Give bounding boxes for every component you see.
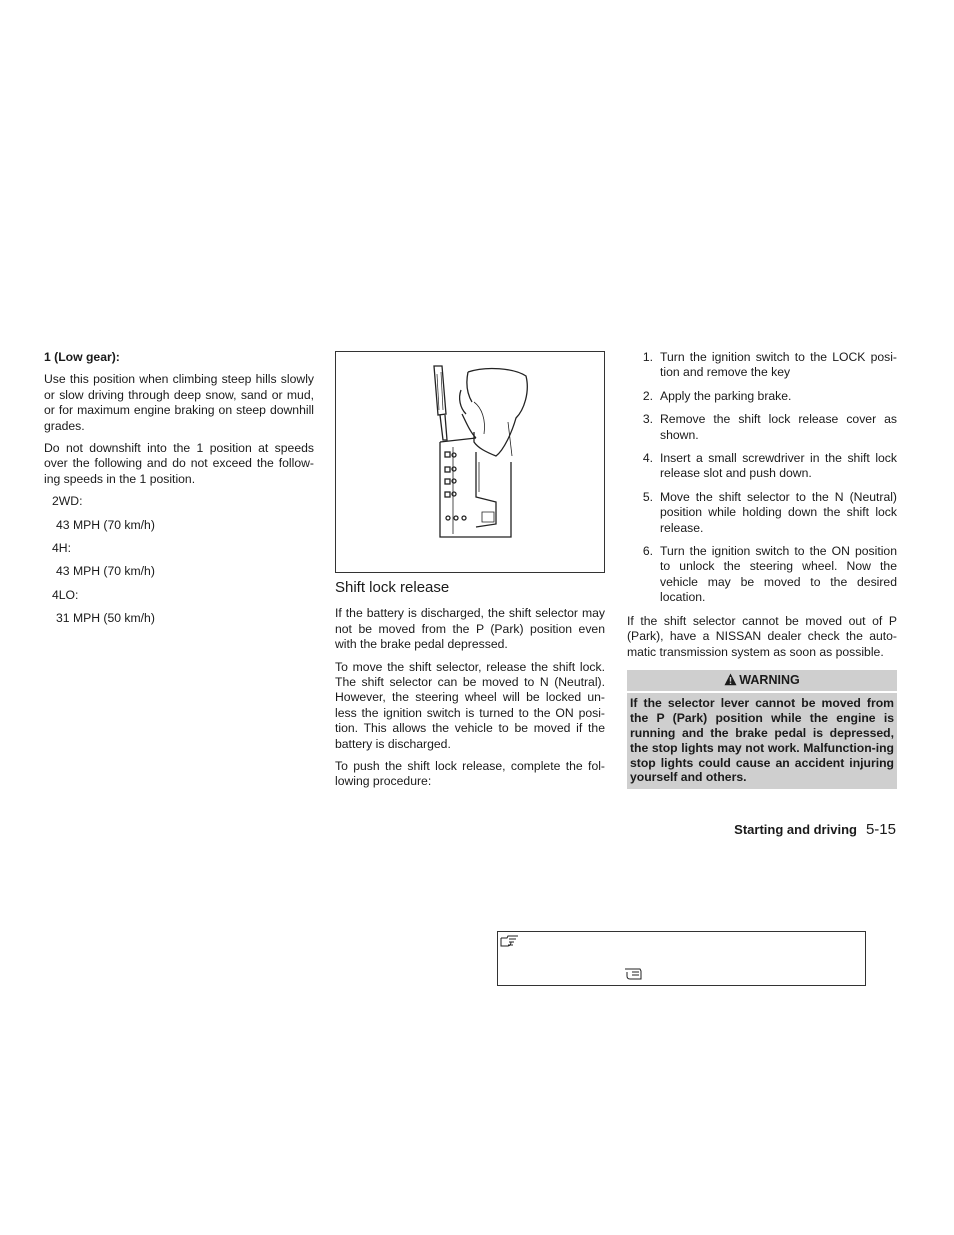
step-text: Remove the shift lock release cover as shown. [660,412,897,442]
step-text: Insert a small screwdriver in the shift lock release slot and push down. [660,451,897,481]
page-footer [734,821,896,838]
list-item [627,490,897,536]
step-number: 3. [642,412,653,427]
middle-column [335,351,605,797]
dealer-check-paragraph: If the shift selector cannot be moved out of P (Park), have a NISSAN dealer check the auto-matic transmission system as soon as possible. [627,613,897,659]
warning-triangle-icon [724,673,737,686]
warning-box [627,670,897,789]
low-gear-description: Use this position when climbing steep hills slowly or slow driving through deep snow, sand or mud, or for maximum engine braking on steep downhill grades. [44,372,314,433]
speed-value-2wd: 43 MPH (70 km/h) [56,517,155,532]
speed-label-2wd: 2WD: [52,494,83,509]
list-item [627,350,897,381]
page-number: 5-15 [865,821,896,838]
step-text: Turn the ignition switch to the LOCK posi-tion and remove the key [660,350,897,380]
speed-label-4h: 4H: [52,541,71,556]
battery-discharged-paragraph: If the battery is discharged, the shift selector may not be moved from the P (Park) position even with the brake pedal depressed. [335,606,605,652]
procedure-intro-paragraph: To push the shift lock release, complete the fol-lowing procedure: [335,759,605,789]
warning-body: If the selector lever cannot be moved from the P (Park) position while the engine is running and the brake pedal is depressed, the stop lights may not work. Malfunction-ing stop lights could cause an accident injuring yourself and others. [630,696,894,785]
step-number: 2. [642,388,653,403]
speed-value-4h: 43 MPH (70 km/h) [56,564,155,579]
procedure-steps [627,350,897,606]
warning-title [627,672,897,693]
list-item [627,389,897,404]
list-item [627,544,897,606]
speed-value-4lo: 31 MPH (50 km/h) [56,611,155,626]
shift-lock-figure [335,351,605,573]
step-number: 6. [642,544,653,559]
warning-title-text: WARNING [739,672,800,687]
list-item [627,451,897,482]
speed-list [44,494,314,626]
downshift-caution: Do not downshift into the 1 position at speeds over the following and do not exceed the follow-ing speeds in the 1 position. [44,441,314,486]
pointing-hand-icon-2 [624,967,644,981]
step-number: 5. [642,489,653,504]
step-number: 1. [642,350,653,364]
list-item [627,412,897,443]
step-number: 4. [642,451,653,466]
step-text: Turn the ignition switch to the ON position to unlock the steering wheel. Now the vehicle may be moved to the desired location. [660,544,897,605]
footer-section-name: Starting and driving [734,822,857,837]
step-text: Apply the parking brake. [660,388,792,403]
pointing-hand-icon [500,934,520,948]
speed-label-4lo: 4LO: [52,587,79,602]
step-text: Move the shift selector to the N (Neutral) position while holding down the shift lock release. [660,489,897,535]
note-box [497,931,866,986]
left-column [44,350,314,635]
shift-selector-illustration [336,352,604,572]
shift-lock-release-heading: Shift lock release [335,579,450,596]
low-gear-heading: 1 (Low gear): [44,350,120,364]
move-selector-paragraph: To move the shift selector, release the shift lock. The shift selector can be moved to N (Neutral). However, the steering wheel will be locked un-less the ignition switch is turned to the ON posi-tion. This allows the vehicle to be moved if the battery is discharged. [335,659,605,751]
right-column [627,350,897,789]
